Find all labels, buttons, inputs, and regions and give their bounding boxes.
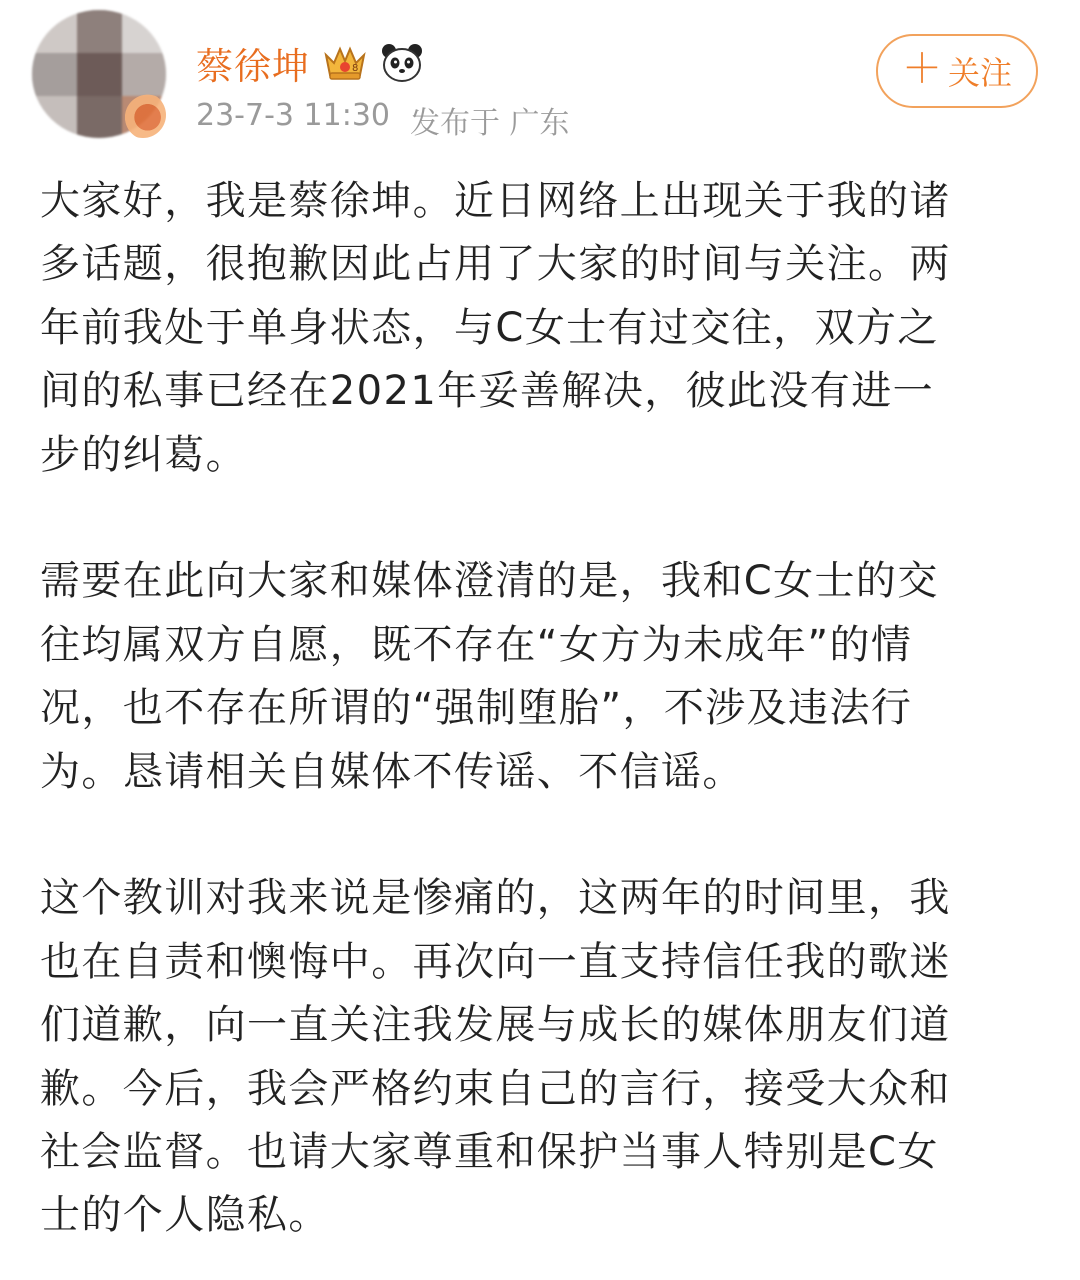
follow-label: 关注 — [947, 54, 1012, 92]
follow-button[interactable] — [876, 34, 1038, 108]
text-line: 大家好，我是蔡徐坤。近日网络上出现关于我的诸 — [40, 178, 951, 224]
plus-icon: ＋ — [901, 46, 942, 92]
crown-vip-icon — [322, 41, 368, 85]
username[interactable]: 蔡徐坤 — [196, 45, 310, 88]
svg-text:8: 8 — [352, 63, 359, 74]
text-line: 也在自责和懊悔中。再次向一直支持信任我的歌迷 — [40, 938, 951, 985]
text-line: 士的个人隐私。 — [40, 1192, 330, 1239]
text-line: 步的纠葛。 — [40, 431, 247, 478]
text-line: 这个教训对我来说是惨痛的，这两年的时间里，我 — [40, 875, 951, 922]
text-line: 况，也不存在所谓的“强制堕胎”，不涉及违法行 — [40, 685, 913, 732]
paragraph-2 — [40, 550, 1040, 804]
post-location: 发布于 广东 — [410, 106, 570, 141]
panda-icon — [380, 41, 424, 85]
text-line: 社会监督。也请大家尊重和保护当事人特别是C女 — [40, 1129, 939, 1176]
author-row — [196, 38, 424, 88]
post-header — [0, 0, 1080, 150]
text-line: 间的私事已经在2021年妥善解决，彼此没有进一 — [40, 368, 934, 415]
text-line: 歉。今后，我会严格约束自己的言行，接受大众和 — [40, 1065, 951, 1112]
paragraph-1 — [40, 170, 1040, 487]
post-body — [40, 170, 1040, 1248]
text-line: 为。恳请相关自媒体不传谣、不信谣。 — [40, 748, 744, 795]
text-line: 们道歉，向一直关注我发展与成长的媒体朋友们道 — [40, 1002, 951, 1049]
text-line: 需要在此向大家和媒体澄清的是，我和C女士的交 — [40, 558, 939, 605]
text-line: 年前我处于单身状态，与C女士有过交往，双方之 — [40, 304, 939, 351]
paragraph-3 — [40, 867, 1040, 1247]
text-line: 多话题，很抱歉因此占用了大家的时间与关注。两 — [40, 241, 951, 288]
text-line: 往均属双方自愿，既不存在“女方为未成年”的情 — [40, 621, 913, 668]
post-meta — [196, 98, 570, 142]
post-timestamp: 23-7-3 11:30 — [196, 98, 390, 133]
verified-ring-icon — [120, 92, 166, 138]
